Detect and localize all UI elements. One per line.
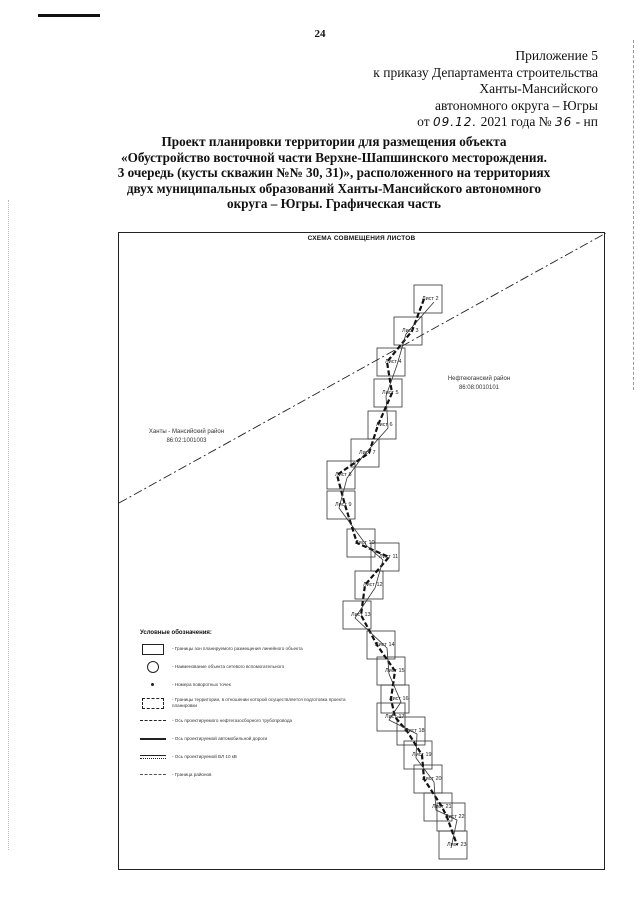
sheet-label: Лист 12 bbox=[363, 582, 383, 588]
sheet-label: Лист 2 bbox=[422, 296, 439, 302]
sheet-label: Лист 15 bbox=[385, 668, 405, 674]
scheme-title: СХЕМА СОВМЕЩЕНИЯ ЛИСТОВ bbox=[307, 235, 416, 242]
legend-text: - Ось проектируемой автомобильной дороги bbox=[172, 736, 268, 741]
area-left-name: Ханты - Мансийский район bbox=[148, 429, 225, 435]
legend-symbol-zone bbox=[140, 642, 166, 656]
road-route bbox=[339, 302, 457, 848]
legend-row-vl bbox=[140, 750, 350, 764]
top-scan-bar bbox=[38, 14, 100, 17]
title-line-4: двух муниципальных образований Ханты-Мансийского автономного bbox=[126, 180, 542, 196]
sheet-label: Лист 9 bbox=[335, 502, 352, 508]
appendix-header bbox=[298, 48, 598, 131]
appendix-line-2: к приказу Департамента строительства bbox=[373, 64, 598, 80]
scan-edge-mark-left bbox=[8, 200, 10, 850]
legend-symbol-points bbox=[140, 678, 166, 692]
sheet-label: Лист 23 bbox=[447, 842, 467, 848]
appendix-line-3: Ханты-Мансийского bbox=[479, 81, 598, 96]
title-line-2: «Обустройство восточной части Верхне-Шапшинского месторождения. bbox=[121, 149, 547, 165]
legend-text: - Границы территории, в отношении которой осуществляется подготовка проекта планировки bbox=[172, 697, 346, 708]
sheet-label: Лист 17 bbox=[385, 714, 405, 720]
legend-title: Условные обозначения: bbox=[140, 630, 212, 636]
area-left-code: 86:02:1001003 bbox=[166, 438, 207, 444]
sheet-label: Лист 10 bbox=[355, 540, 375, 546]
legend bbox=[140, 630, 350, 786]
legend-row-pipeline bbox=[140, 714, 350, 728]
legend-symbol-vl bbox=[140, 750, 166, 764]
sheet-label: Лист 4 bbox=[385, 359, 402, 365]
legend-text: - Номера поворотных точек bbox=[172, 682, 231, 687]
sheet-label: Лист 19 bbox=[412, 752, 432, 758]
legend-text: - Ось проектируемого нефтегазосборного трубопровода bbox=[172, 718, 293, 723]
appendix-line-4: автономного округа – Югры bbox=[435, 97, 598, 113]
date-year: 2021 года № bbox=[480, 114, 552, 129]
legend-symbol-territory bbox=[140, 696, 166, 710]
sheet-label: Лист 20 bbox=[422, 776, 442, 782]
area-right-code: 86:08:0010101 bbox=[458, 385, 500, 391]
sheet-label: Лист 18 bbox=[405, 728, 425, 734]
sheet-label: Лист 13 bbox=[351, 612, 371, 618]
document-title bbox=[84, 134, 584, 212]
number-suffix: - нп bbox=[575, 114, 598, 129]
legend-row-object bbox=[140, 660, 350, 674]
handwritten-date: 09.12. bbox=[433, 115, 478, 129]
legend-text: - Наименование объекта сетевого вспомогательного bbox=[172, 664, 285, 669]
sheet-label: Лист 5 bbox=[382, 390, 399, 396]
legend-row-road bbox=[140, 732, 350, 746]
legend-symbol-pipeline bbox=[140, 714, 166, 728]
date-prefix: от bbox=[417, 114, 430, 129]
legend-row-zone bbox=[140, 642, 350, 656]
legend-row-territory bbox=[140, 696, 350, 710]
district-boundary-line bbox=[119, 233, 606, 503]
sheet-label: Лист 3 bbox=[402, 328, 419, 334]
legend-row-points bbox=[140, 678, 350, 692]
page-number: 24 bbox=[314, 28, 326, 40]
sheet-label: Лист 8 bbox=[335, 472, 352, 478]
legend-symbol-road bbox=[140, 732, 166, 746]
legend-row-boundary bbox=[140, 768, 350, 782]
sheet-label: Лист 7 bbox=[359, 450, 376, 456]
appendix-date-line bbox=[298, 114, 598, 131]
title-line-1: Проект планировки территории для размещения объекта bbox=[161, 134, 507, 149]
sheet-label: Лист 16 bbox=[389, 696, 409, 702]
sheet-label: Лист 14 bbox=[375, 642, 395, 648]
title-line-3: 3 очередь (кусты скважин №№ 30, 31)», расположенного на территориях bbox=[117, 165, 551, 181]
appendix-line-1: Приложение 5 bbox=[515, 48, 598, 63]
sheet-label: Лист 22 bbox=[445, 814, 465, 820]
legend-text: - Граница районов bbox=[172, 772, 212, 777]
legend-text: - Границы зон планируемого размещения линейного объекта bbox=[172, 646, 303, 651]
handwritten-number: 36 bbox=[555, 115, 573, 129]
sheet-label: Лист 11 bbox=[379, 554, 399, 560]
area-right-name: Нефтеюганский район bbox=[447, 376, 511, 382]
scan-edge-mark bbox=[631, 40, 634, 390]
legend-symbol-boundary bbox=[140, 768, 166, 782]
title-line-5: округа – Югры. Графическая часть bbox=[226, 196, 442, 212]
legend-text: - Ось проектируемой ВЛ 10 кВ bbox=[172, 754, 237, 759]
legend-symbol-object bbox=[140, 660, 166, 674]
sheet-label: Лист 6 bbox=[376, 422, 393, 428]
sheet-label: Лист 21 bbox=[432, 804, 452, 810]
